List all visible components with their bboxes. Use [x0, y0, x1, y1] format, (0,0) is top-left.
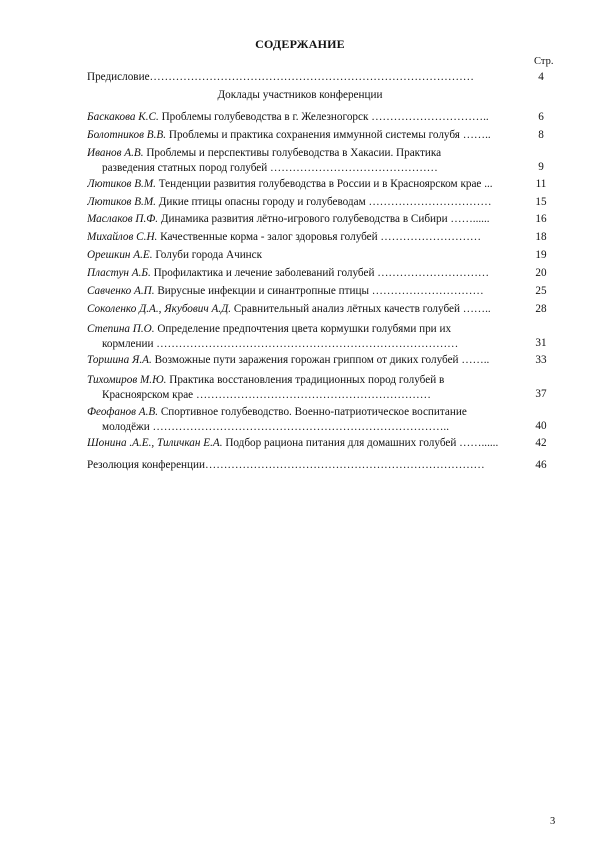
toc-entry — [87, 322, 527, 336]
toc-entry-author: Соколенко Д.А., Якубович А.Д. — [87, 303, 232, 315]
toc-entry — [87, 284, 527, 298]
toc-entry-continuation — [102, 161, 527, 175]
toc-entry-title: Голуби города Ачинск — [152, 249, 263, 261]
toc-entry-author: Тихомиров М.Ю. — [87, 374, 167, 386]
toc-resolution-page: 46 — [535, 459, 547, 471]
toc-entry-page: 42 — [535, 437, 547, 449]
toc-entry-title: Дикие птицы опасны городу и голубеводам …………………………… — [155, 196, 492, 208]
toc-entry-author: Лютиков В.М. — [87, 178, 156, 190]
toc-entry-author: Феофанов А.В. — [87, 406, 159, 418]
section-heading: Доклады участников конференции — [217, 89, 383, 101]
toc-entry-page: 18 — [535, 231, 547, 243]
toc-entry-title: кормлении ……………………………………………………………………… — [102, 338, 459, 350]
toc-entry-continuation — [102, 388, 527, 402]
toc-entry-author: Пластун А.Б. — [87, 267, 151, 279]
toc-entry — [87, 212, 527, 226]
toc-entry-page: 37 — [535, 388, 547, 400]
toc-preface: Предисловие…………………………………………………………………………… — [87, 71, 474, 83]
toc-entry-page: 28 — [535, 303, 547, 315]
toc-entry — [87, 436, 527, 450]
toc-preface-page: 4 — [538, 71, 544, 83]
toc-entry — [87, 230, 527, 244]
toc-entry-title: Спортивное голубеводство. Военно-патриотическое воспитание — [158, 406, 467, 418]
toc-entry-page: 25 — [535, 285, 547, 297]
toc-entry-author: Михайлов С.Н. — [87, 231, 158, 243]
toc-entry — [87, 266, 527, 280]
toc-entry-page: 40 — [535, 420, 547, 432]
toc-entry-title: Качественные корма - залог здоровья голубей ……………………… — [157, 231, 482, 243]
toc-entry-page: 15 — [535, 196, 547, 208]
toc-entry — [87, 405, 527, 419]
toc-entry-author: Шонина .А.Е., Тиличкан Е.А. — [87, 437, 223, 449]
toc-entry-title: Тенденции развития голубеводства в России и в Красноярском крае ... — [155, 178, 493, 190]
toc-entry — [87, 302, 527, 316]
toc-entry-title: Сравнительный анализ лётных качеств голубей …….. — [231, 303, 491, 315]
toc-title: СОДЕРЖАНИЕ — [255, 37, 345, 51]
toc-entry-title: Практика восстановления традиционных пород голубей в — [166, 374, 445, 386]
toc-entry-author: Савченко А.П. — [87, 285, 155, 297]
toc-entry-page: 16 — [535, 213, 547, 225]
toc-entry-title: Возможные пути заражения горожан гриппом от диких голубей …….. — [151, 354, 490, 366]
toc-entry-title: Проблемы голубеводства в г. Железногорск ………………………….. — [158, 111, 489, 123]
toc-resolution: Резолюция конференции………………………………………………………………… — [87, 459, 485, 471]
toc-entry-continuation — [102, 420, 527, 434]
toc-entry-page: 20 — [535, 267, 547, 279]
toc-entry-page: 8 — [538, 129, 544, 141]
toc-entry-page: 11 — [535, 178, 547, 190]
page-number: 3 — [550, 816, 556, 827]
toc-entry-continuation — [102, 337, 527, 351]
toc-entry-title: Подбор рациона питания для домашних голубей ……...... — [222, 437, 499, 449]
toc-entry-author: Орешкин А.Е. — [87, 249, 153, 261]
toc-entry-title: Определение предпочтения цвета кормушки голубями при их — [154, 323, 452, 335]
toc-entry — [87, 177, 527, 191]
page-column-label: Стр. — [534, 56, 554, 67]
toc-entry-title: Вирусные инфекции и синантропные птицы ………………………… — [154, 285, 484, 297]
toc-entry-page: 33 — [535, 354, 547, 366]
toc-entry-author: Степина П.О. — [87, 323, 155, 335]
toc-entry — [87, 195, 527, 209]
toc-entry-title: Профилактика и лечение заболеваний голубей ………………………… — [150, 267, 490, 279]
toc-entry — [87, 353, 527, 367]
toc-entry-title: Проблемы и перспективы голубеводства в Хакасии. Практика — [143, 147, 442, 159]
toc-entry-page: 19 — [535, 249, 547, 261]
toc-entry-page: 9 — [538, 161, 544, 173]
toc-entry-author: Иванов А.В. — [87, 147, 144, 159]
toc-entry — [87, 110, 527, 124]
toc-entry — [87, 248, 527, 262]
toc-entry-author: Торшина Я.А. — [87, 354, 152, 366]
toc-entry-author: Болотников В.В. — [87, 129, 167, 141]
toc-entry — [87, 373, 527, 387]
toc-entry — [87, 128, 527, 142]
toc-entry-title: разведения статных пород голубей ……………………………………… — [102, 162, 438, 174]
toc-entry-page: 6 — [538, 111, 544, 123]
toc-entry-title: Красноярском крае ……………………………………………………… — [102, 389, 431, 401]
toc-entry-author: Маслаков П.Ф. — [87, 213, 159, 225]
toc-entry — [87, 146, 527, 160]
toc-entry-author: Лютиков В.М. — [87, 196, 156, 208]
toc-entry-title: Динамика развития лётно-игрового голубеводства в Сибири ……...... — [158, 213, 490, 225]
toc-entry-author: Баскакова К.С. — [87, 111, 159, 123]
toc-entry-title: молодёжи …………………………………………………………………….. — [102, 421, 450, 433]
toc-entry-page: 31 — [535, 337, 547, 349]
toc-entry-title: Проблемы и практика сохранения иммунной системы голубя …….. — [166, 129, 491, 141]
